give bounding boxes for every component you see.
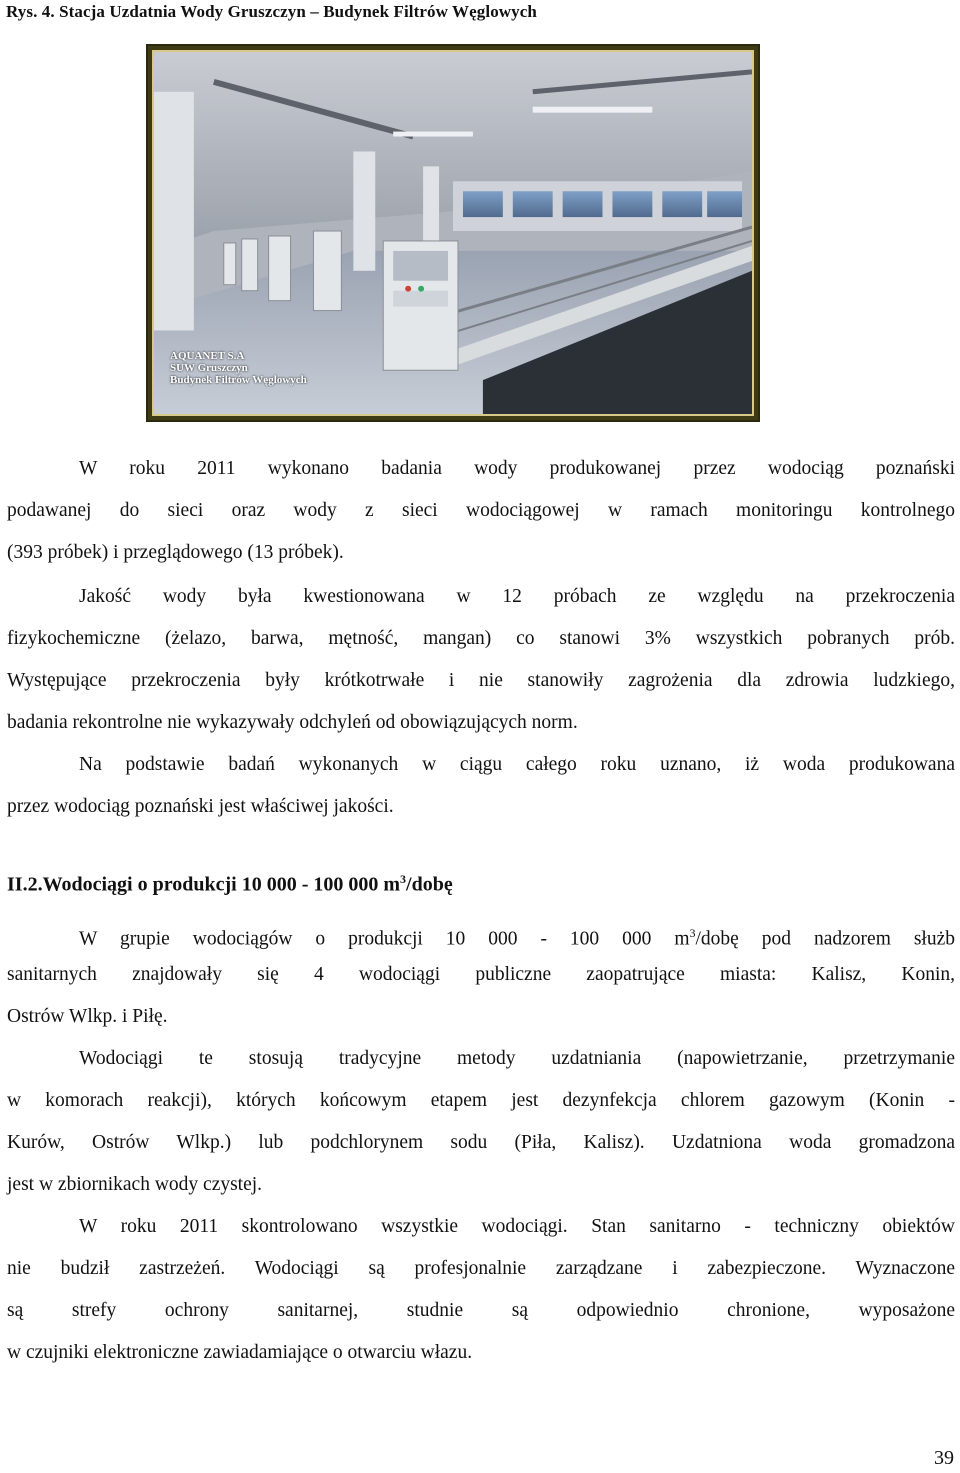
text-line: nie budził zastrzeżeń. Wodociągi są profesjonalnie zarządzane i zabezpieczone. Wyznaczone (7, 1258, 955, 1279)
photo-watermark-label (170, 350, 307, 386)
text-line: W roku 2011 wykonano badania wody produkowanej przez wodociąg poznański (79, 458, 955, 479)
text-line: przez wodociąg poznański jest właściwej jakości. (7, 796, 394, 817)
text-line: w czujniki elektroniczne zawiadamiające o otwarciu włazu. (7, 1342, 473, 1363)
text-fragment: /dobę pod nadzorem służb (695, 928, 955, 950)
page-number: 39 (934, 1447, 954, 1469)
paragraph-3 (7, 744, 955, 828)
paragraph-5 (7, 1038, 955, 1206)
text-line: w komorach reakcji), których końcowym etapem jest dezynfekcja chlorem gazowym (Konin - (7, 1090, 955, 1111)
text-line: sanitarnych znajdowały się 4 wodociągi publiczne zaopatrujące miasta: Kalisz, Konin, (7, 964, 955, 985)
text-line: Jakość wody była kwestionowana w 12 próbach ze względu na przekroczenia (79, 586, 955, 607)
text-line: (393 próbek) i przeglądowego (13 próbek). (7, 542, 344, 563)
section-title-suffix: /dobę (406, 873, 453, 896)
text-line: Wodociągi te stosują tradycyjne metody uzdatniania (napowietrzanie, przetrzymanie (79, 1048, 955, 1069)
section-number: II.2. (7, 873, 43, 896)
paragraph-1 (7, 448, 955, 574)
section-title: Wodociągi o produkcji 10 000 - 100 000 m (42, 873, 401, 896)
text-line: Na podstawie badań wykonanych w ciągu całego roku uznano, iż woda produkowana (79, 754, 955, 775)
text-line: Ostrów Wlkp. i Piłę. (7, 1006, 168, 1027)
superscript: 3 (689, 926, 696, 940)
text-line (7, 912, 955, 954)
photo-label-line: SUW Gruszczyn (170, 362, 248, 374)
section-heading (7, 872, 453, 897)
text-line: Kurów, Ostrów Wlkp.) lub podchlorynem sodu (Piła, Kalisz). Uzdatniona woda gromadzona (7, 1132, 955, 1153)
text-line: badania rekontrolne nie wykazywały odchyleń od obowiązujących norm. (7, 712, 578, 733)
text-line: jest w zbiornikach wody czystej. (7, 1174, 263, 1195)
text-fragment: W grupie wodociągów o produkcji 10 000 - 100 000 m (79, 928, 690, 950)
superscript: 3 (400, 872, 407, 886)
paragraph-4 (7, 912, 955, 1038)
photo-label-line: AQUANET S.A (170, 350, 245, 362)
photo-label-line: Budynek Filtrów Węglowych (170, 374, 307, 386)
text-line: Występujące przekroczenia były krótkotrwałe i nie stanowiły zagrożenia dla zdrowia ludzkiego, (7, 670, 955, 691)
text-line: podawanej do sieci oraz wody z sieci wodociągowej w ramach monitoringu kontrolnego (7, 500, 955, 521)
figure-caption: Rys. 4. Stacja Uzdatnia Wody Gruszczyn – Budynek Filtrów Węglowych (6, 2, 537, 21)
text-line: fizykochemiczne (żelazo, barwa, mętność, mangan) co stanowi 3% wszystkich pobranych prób. (7, 628, 955, 649)
text-line: są strefy ochrony sanitarnej, studnie są odpowiednio chronione, wyposażone (7, 1300, 955, 1321)
filter-building-photo (152, 50, 754, 416)
paragraph-2 (7, 576, 955, 744)
photo-frame (146, 44, 760, 422)
text-line: W roku 2011 skontrolowano wszystkie wodociągi. Stan sanitarno - techniczny obiektów (79, 1216, 955, 1237)
paragraph-6 (7, 1206, 955, 1374)
